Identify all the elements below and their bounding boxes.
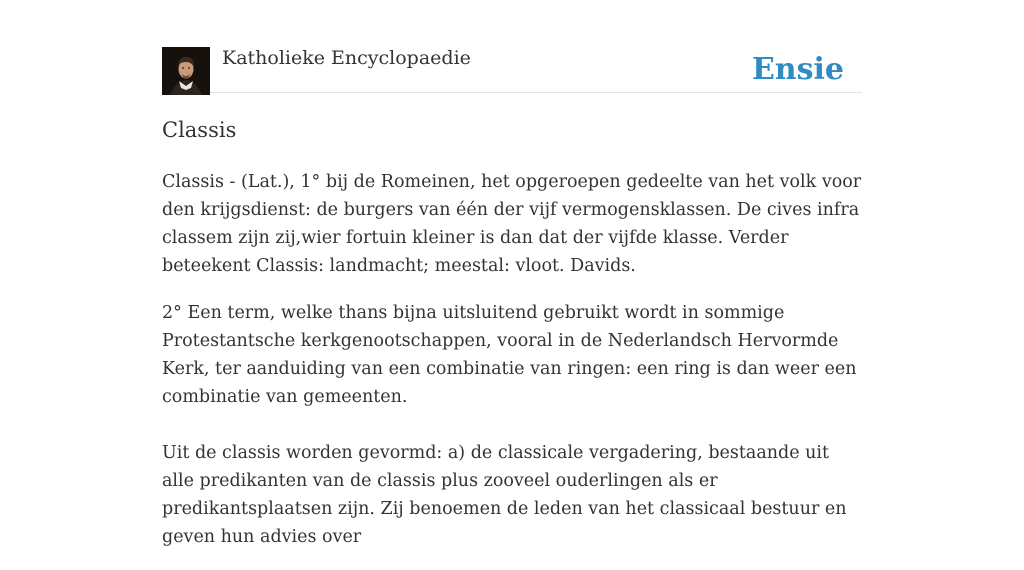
source-title[interactable]: Katholieke Encyclopaedie [222, 47, 471, 69]
portrait-avatar-icon[interactable] [162, 47, 210, 95]
portrait-avatar-image [162, 47, 210, 95]
article-body [162, 168, 862, 570]
article-paragraph-2: 2° Een term, welke thans bijna uitsluitend gebruikt wordt in sommige Protestantsche kerkgenootschappen, vooral in de Nederlandsch Hervormde Kerk, ter aanduiding van een combinatie van ringen: een ring is dan weer een combinatie van gemeenten. [162, 303, 857, 407]
article-paragraph-1: Classis - (Lat.), 1° bij de Romeinen, het opgeroepen gedeelte van het volk voor den krijgsdienst: de burgers van één der vijf vermogensklassen. De cives infra classem zijn zij,wier fortuin kleiner is dan dat der vijfde klasse. Verder beteekent Classis: landmacht; meestal: vloot. Davids. [162, 172, 862, 276]
ensie-logo[interactable]: Ensie [751, 52, 844, 87]
article-title: Classis [162, 118, 237, 142]
article-paragraph-3: Uit de classis worden gevormd: a) de classicale vergadering, bestaande uit alle predikanten van de classis plus zooveel ouderlingen als er predikantsplaatsen zijn. Zij benoemen de leden van het classicaal bestuur en geven hun advies over [162, 443, 847, 547]
site-header [162, 40, 862, 93]
